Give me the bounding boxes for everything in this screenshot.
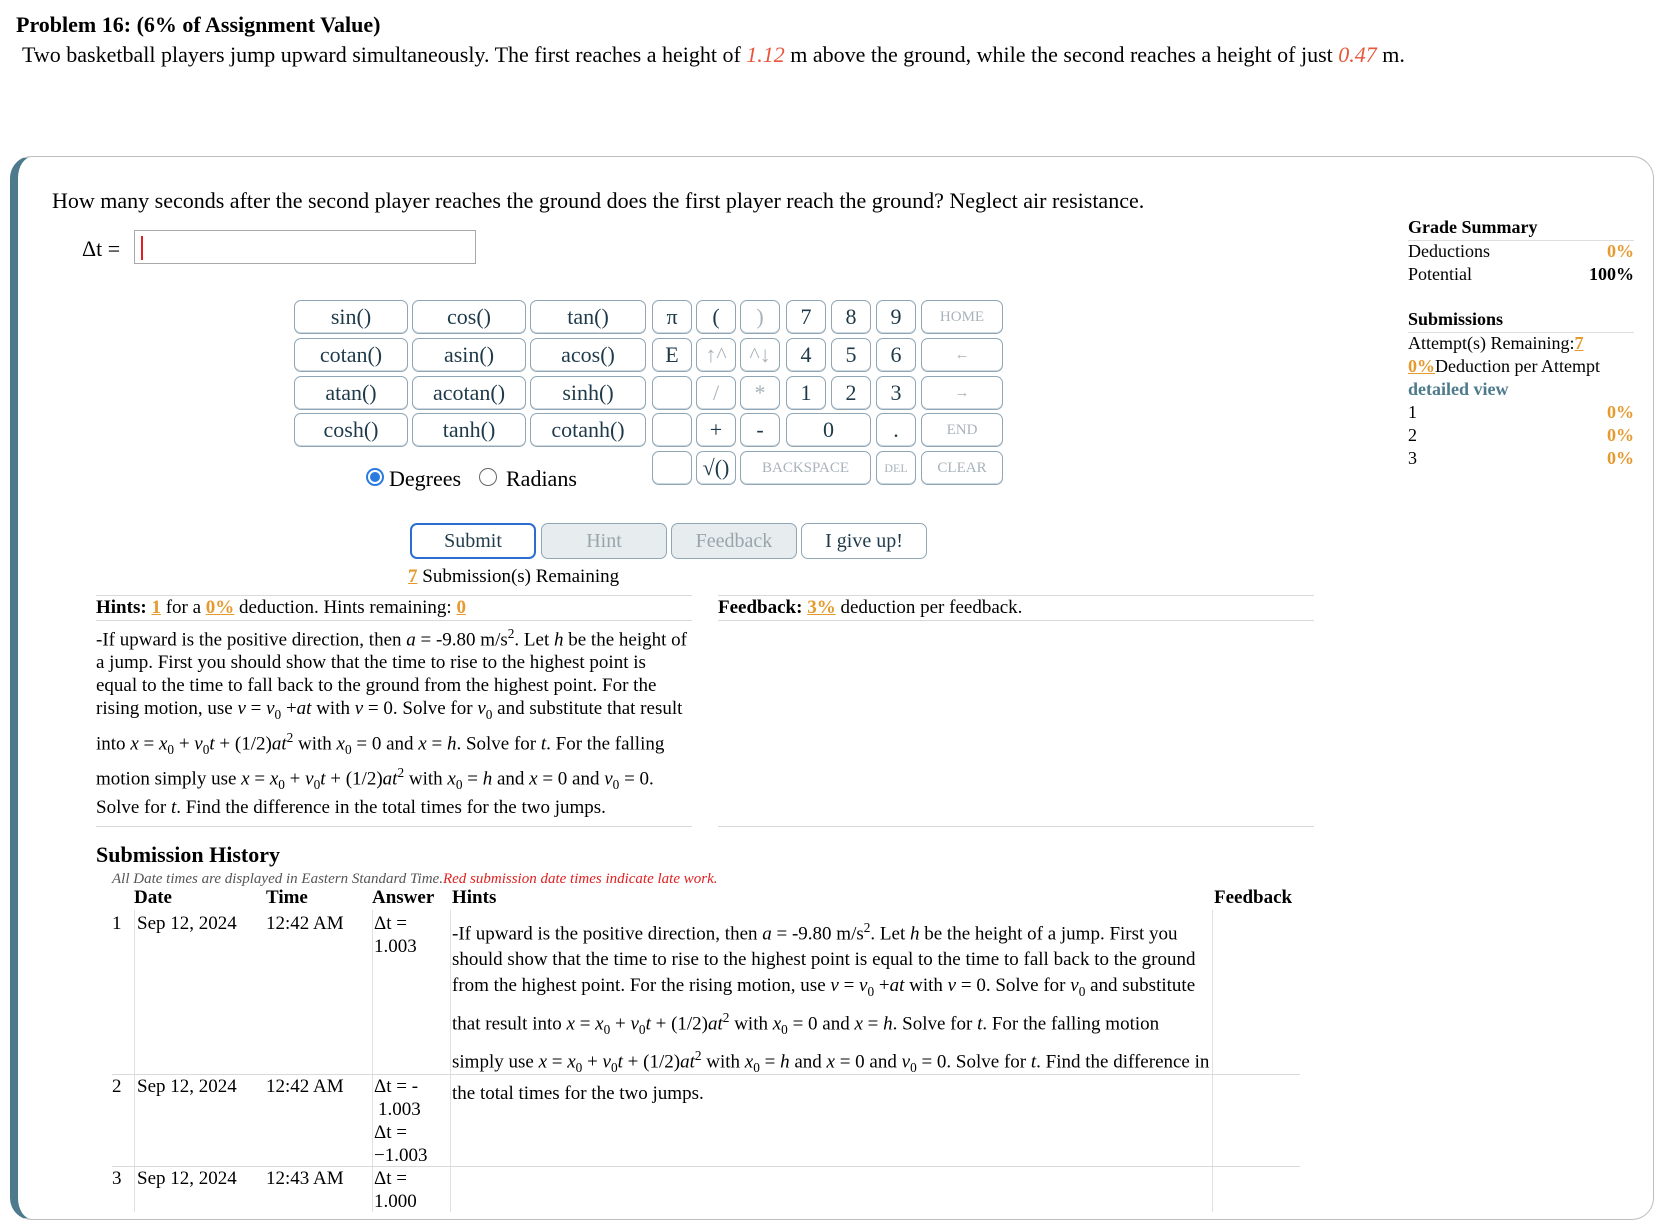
e-button[interactable]: E <box>652 338 692 372</box>
power-up-button[interactable]: ↑^ <box>696 338 736 372</box>
home-button[interactable]: HOME <box>921 300 1003 334</box>
history-note: All Date times are displayed in Eastern Standard Time.Red submission date times indicate late work. <box>112 871 718 887</box>
submit-button[interactable]: Submit <box>410 523 536 559</box>
digit-0-button[interactable]: 0 <box>786 413 871 447</box>
col-answer: Answer <box>372 887 435 908</box>
blank-key-1[interactable] <box>652 376 692 410</box>
answer-label: Δt = <box>82 236 121 261</box>
answer-input[interactable] <box>134 230 476 264</box>
acos-button[interactable]: acos() <box>530 338 646 372</box>
deduction-per-attempt: 0% Deduction per Attempt <box>1408 356 1600 376</box>
tan-button[interactable]: tan() <box>530 300 646 334</box>
history-row-3-date: Sep 12, 2024 <box>137 1168 237 1189</box>
sqrt-button[interactable]: √() <box>696 451 736 485</box>
col-time: Time <box>266 887 308 908</box>
sinh-button[interactable]: sinh() <box>530 376 646 410</box>
cotan-button[interactable]: cotan() <box>294 338 408 372</box>
right-paren-button[interactable]: ) <box>740 300 780 334</box>
problem-title: Problem 16: (6% of Assignment Value) <box>16 12 381 37</box>
feedback-header: Feedback: 3% deduction per feedback. <box>718 597 1023 618</box>
backspace-button[interactable]: BACKSPACE <box>740 451 871 485</box>
digit-1-button[interactable]: 1 <box>786 376 826 410</box>
decimal-button[interactable]: . <box>876 413 916 447</box>
pi-button[interactable]: π <box>652 300 692 334</box>
history-row-3-answer: 1.000 <box>374 1191 417 1212</box>
history-row-1-num: 1 <box>112 913 122 934</box>
attempt-row: 3 0% <box>1408 448 1634 468</box>
cursor-left-button[interactable]: ← <box>921 338 1003 372</box>
cotanh-button[interactable]: cotanh() <box>530 413 646 447</box>
end-button[interactable]: END <box>921 413 1003 447</box>
given-height-2: 0.47 <box>1338 42 1377 67</box>
digit-9-button[interactable]: 9 <box>876 300 916 334</box>
digit-4-button[interactable]: 4 <box>786 338 826 372</box>
degrees-label: Degrees <box>389 466 462 491</box>
radians-radio[interactable] <box>479 468 497 486</box>
col-feedback: Feedback <box>1214 887 1293 908</box>
sin-button[interactable]: sin() <box>294 300 408 334</box>
text-cursor <box>141 236 143 260</box>
degrees-radio[interactable] <box>366 468 384 486</box>
digit-3-button[interactable]: 3 <box>876 376 916 410</box>
given-height-1: 1.12 <box>746 42 785 67</box>
minus-button[interactable]: - <box>740 413 780 447</box>
history-row-2-time: 12:42 AM <box>266 1076 344 1097</box>
cursor-right-button[interactable]: → <box>921 376 1003 410</box>
attempts-remaining: Attempt(s) Remaining: 7 <box>1408 333 1584 353</box>
history-row-2-answer-label: Δt = - <box>374 1076 419 1097</box>
history-row-1-date: Sep 12, 2024 <box>137 913 237 934</box>
history-row-1-hint: -If upward is the positive direction, then a = -9.80 $m/s^2$. Let h be the height of a jump. First you should show that the time to rise to the highest point is equal to the time to fall back to the ground from the highest point. For the rising motion, use $v = v_0 +at$ with v = 0. Solve for $v_0$ and substitute that result into $x = x_0 + v_0t + (1/2)at^2$ with $x_0 = 0$ and x = h. Solve for t. For the falling motion simply use $x = x_0 + v_0t + (1/2)at^2$ with $x_0 = h$ and x = 0 and $v_0 = 0$. Solve for t. Find the difference in the total times for the two jumps. <box>452 920 1210 1105</box>
history-row-3-time: 12:43 AM <box>266 1168 344 1189</box>
power-down-button[interactable]: ^↓ <box>740 338 780 372</box>
feedback-button[interactable]: Feedback <box>671 523 797 559</box>
deductions-row: Deductions 0% <box>1408 241 1634 261</box>
history-row-2-answer-label-2: Δt = <box>374 1122 407 1143</box>
submissions-remaining: 7 Submission(s) Remaining <box>408 566 620 587</box>
attempt-row: 2 0% <box>1408 425 1634 445</box>
give-up-button[interactable]: I give up! <box>801 523 927 559</box>
acotan-button[interactable]: acotan() <box>412 376 526 410</box>
history-row-2-num: 2 <box>112 1076 122 1097</box>
col-date: Date <box>134 887 172 908</box>
digit-8-button[interactable]: 8 <box>831 300 871 334</box>
hint-text: -If upward is the positive direction, then a = -9.80 $m/s^2$. Let h be the height of a jump. First you should show that the time to rise to the highest point is equal to the time to fall back to the ground from the highest point. For the rising motion, use $v = v_0 +at$ with v = 0. Solve for $v_0$ and substitute that result into $x = x_0 + v_0t + (1/2)at^2$ with $x_0 = 0$ and x = h. Solve for t. For the falling motion simply use $x = x_0 + v_0t + (1/2)at^2$ with $x_0 = h$ and x = 0 and $v_0 = 0$. Solve for t. Find the difference in the total times for the two jumps. <box>96 626 687 819</box>
multiply-button[interactable]: * <box>740 376 780 410</box>
history-row-1-answer-label: Δt = <box>374 913 407 934</box>
attempt-row: 1 0% <box>1408 402 1634 422</box>
digit-7-button[interactable]: 7 <box>786 300 826 334</box>
del-button[interactable]: DEL <box>876 451 916 485</box>
grade-summary-title: Grade Summary <box>1408 217 1634 241</box>
tanh-button[interactable]: tanh() <box>412 413 526 447</box>
history-row-1-time: 12:42 AM <box>266 913 344 934</box>
digit-6-button[interactable]: 6 <box>876 338 916 372</box>
cosh-button[interactable]: cosh() <box>294 413 408 447</box>
blank-key-3[interactable] <box>652 451 692 485</box>
detailed-view-link[interactable]: detailed view <box>1408 379 1509 399</box>
divide-button[interactable]: / <box>696 376 736 410</box>
history-row-2-date: Sep 12, 2024 <box>137 1076 237 1097</box>
blank-key-2[interactable] <box>652 413 692 447</box>
hints-header: Hints: 1 for a 0% deduction. Hints remaining: 0 <box>96 597 466 618</box>
submissions-title: Submissions <box>1408 309 1634 333</box>
radians-label: Radians <box>506 466 577 491</box>
history-row-1-answer: 1.003 <box>374 936 417 957</box>
history-row-2-answer: 1.003 <box>378 1099 421 1120</box>
submission-history-title: Submission History <box>96 842 280 867</box>
cos-button[interactable]: cos() <box>412 300 526 334</box>
left-paren-button[interactable]: ( <box>696 300 736 334</box>
grade-summary <box>1408 217 1634 471</box>
problem-statement: Two basketball players jump upward simultaneously. The first reaches a height of 1.12 m above the ground, while the second reaches a height of just 0.47 m. <box>22 42 1405 67</box>
col-hints: Hints <box>452 887 497 908</box>
atan-button[interactable]: atan() <box>294 376 408 410</box>
history-row-3-answer-label: Δt = <box>374 1168 407 1189</box>
clear-button[interactable]: CLEAR <box>921 451 1003 485</box>
history-row-3-num: 3 <box>112 1168 122 1189</box>
asin-button[interactable]: asin() <box>412 338 526 372</box>
hint-button[interactable]: Hint <box>541 523 667 559</box>
history-row-2-answer-parsed: −1.003 <box>374 1145 428 1166</box>
digit-5-button[interactable]: 5 <box>831 338 871 372</box>
plus-button[interactable]: + <box>696 413 736 447</box>
potential-row: Potential 100% <box>1408 264 1634 284</box>
question-text: How many seconds after the second player reaches the ground does the first player reach the ground? Neglect air resistance. <box>52 188 1145 213</box>
digit-2-button[interactable]: 2 <box>831 376 871 410</box>
